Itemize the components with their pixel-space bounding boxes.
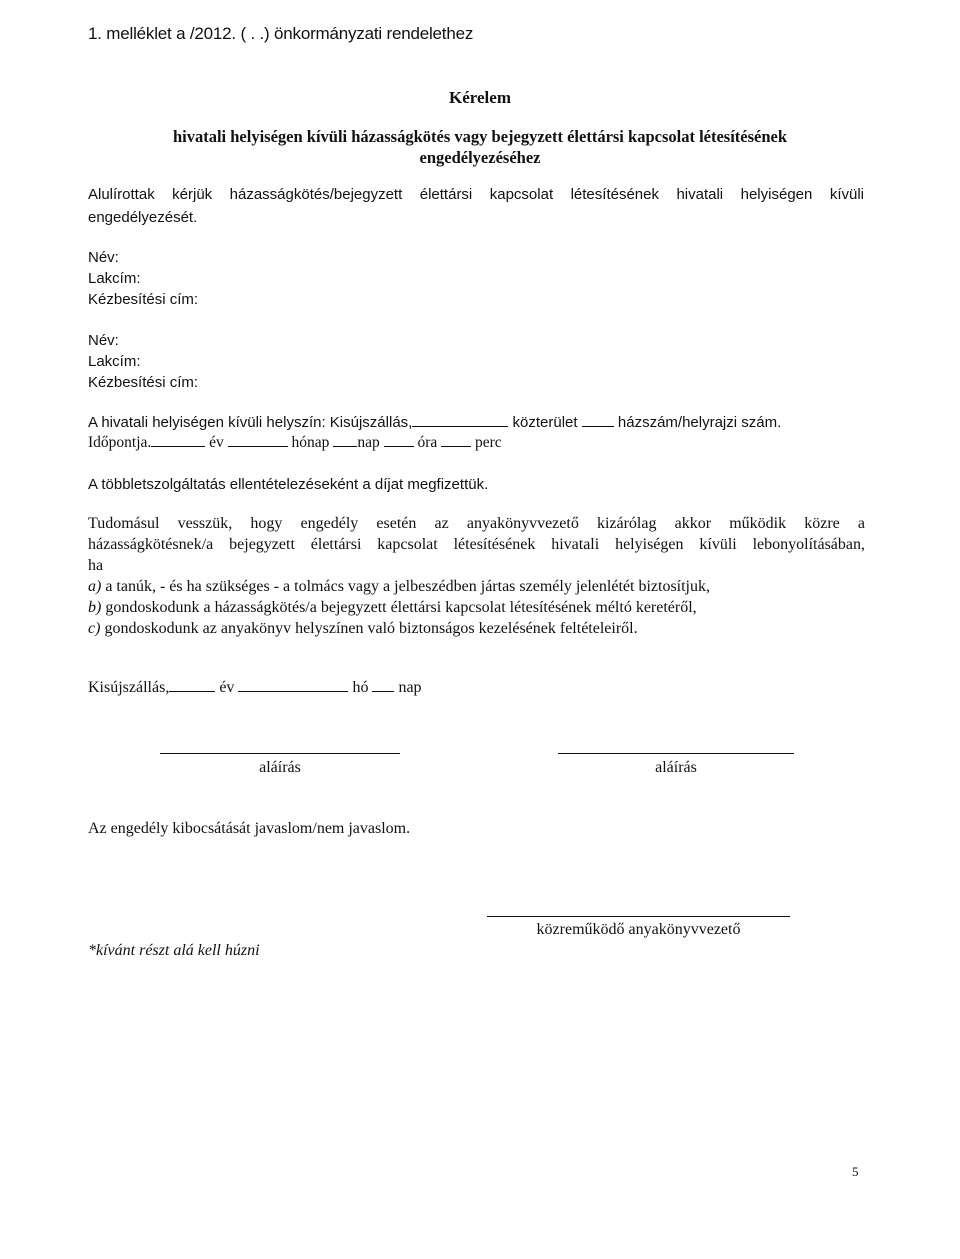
venue-kozterulet-label: közterület — [512, 414, 578, 431]
venue-line — [88, 414, 781, 431]
date-nap-label: nap — [357, 434, 380, 451]
page-number: 5 — [852, 1164, 859, 1179]
registrar-label: közreműködő anyakönyvvezető — [536, 921, 741, 938]
footnote: *kívánt részt alá kell húzni — [88, 942, 260, 959]
venue-prefix: A hivatali helyiségen kívüli helyszín: Kisújszállás, — [88, 414, 413, 431]
signature-line-left[interactable] — [160, 753, 400, 754]
date-perc-label: perc — [475, 434, 502, 451]
document-header: 1. melléklet a /2012. ( . .) önkormányzati rendelethez — [88, 24, 474, 43]
applicant1-address-label: Lakcím: — [88, 270, 141, 287]
place-day-blank[interactable] — [372, 690, 394, 692]
signature-line-right[interactable] — [558, 753, 794, 754]
venue-hazszam-label: házszám/helyrajzi szám. — [617, 414, 782, 431]
place-month-blank[interactable] — [238, 690, 348, 692]
signature-label-right: aláírás — [655, 759, 697, 776]
acknowledge-line2: házasságkötésnek/a bejegyzett élettársi kapcsolat létesítésének hivatali helyiségen kívüli lebonyolításában, — [88, 536, 865, 553]
venue-street-blank[interactable] — [412, 425, 508, 427]
date-ev-label: év — [209, 434, 224, 451]
applicant2-name-label: Név: — [88, 332, 119, 349]
item-a-marker: a) — [88, 578, 102, 595]
acknowledge-line3: ha — [88, 557, 104, 574]
intro-line2: engedélyezését. — [88, 209, 198, 226]
item-c-marker: c) — [88, 620, 101, 637]
item-b-marker: b) — [88, 599, 102, 616]
acknowledge-item-b — [88, 599, 697, 617]
document-title: Kérelem — [449, 88, 511, 107]
signature-label-left: aláírás — [259, 759, 301, 776]
registrar-signature-line[interactable] — [487, 916, 790, 917]
applicant1-delivery-label: Kézbesítési cím: — [88, 291, 199, 308]
date-day-blank[interactable] — [333, 445, 357, 447]
place-year-blank[interactable] — [169, 690, 215, 692]
item-c-text: gondoskodunk az anyakönyv helyszínen való biztonságos kezelésének feltételeiről. — [100, 620, 638, 637]
item-a-text: a tanúk, - és ha szükséges - a tolmács vagy a jelbeszédben jártas személy jelenlétét biztosítjuk, — [101, 578, 710, 595]
venue-number-blank[interactable] — [582, 425, 614, 427]
date-prefix: Időpontja. — [88, 434, 152, 451]
fee-statement: A többletszolgáltatás ellentételezéseként a díjat megfizettük. — [88, 476, 489, 493]
intro-line1: Alulírottak kérjük házasságkötés/bejegyzett élettársi kapcsolat létesítésének hivatali helyiségen kívüli — [88, 186, 864, 203]
applicant2-delivery-label: Kézbesítési cím: — [88, 374, 199, 391]
recommendation: Az engedély kibocsátását javaslom/nem javaslom. — [88, 820, 411, 837]
place-date-line — [88, 679, 422, 697]
place-ev-label: év — [219, 679, 235, 696]
acknowledge-item-a — [88, 578, 710, 596]
date-line — [88, 434, 502, 452]
acknowledge-item-c — [88, 620, 638, 638]
date-year-blank[interactable] — [151, 445, 205, 447]
date-minute-blank[interactable] — [441, 445, 471, 447]
place-label: Kisújszállás, — [88, 679, 170, 696]
place-nap-label: nap — [398, 679, 422, 696]
applicant2-address-label: Lakcím: — [88, 353, 141, 370]
date-month-blank[interactable] — [228, 445, 288, 447]
item-b-text: gondoskodunk a házasságkötés/a bejegyzett élettársi kapcsolat létesítésének méltó keretéről, — [101, 599, 697, 616]
date-hour-blank[interactable] — [384, 445, 414, 447]
document-subtitle-line1: hivatali helyiségen kívüli házasságkötés vagy bejegyzett élettársi kapcsolat létesítésének — [172, 127, 788, 146]
place-ho-label: hó — [352, 679, 369, 696]
acknowledge-line1: Tudomásul vesszük, hogy engedély esetén az anyakönyvvezető kizárólag akkor működik közre a — [88, 515, 865, 532]
date-honap-label: hónap — [291, 434, 330, 451]
document-subtitle-line2: engedélyezéséhez — [419, 148, 541, 167]
applicant1-name-label: Név: — [88, 249, 119, 266]
date-ora-label: óra — [417, 434, 438, 451]
